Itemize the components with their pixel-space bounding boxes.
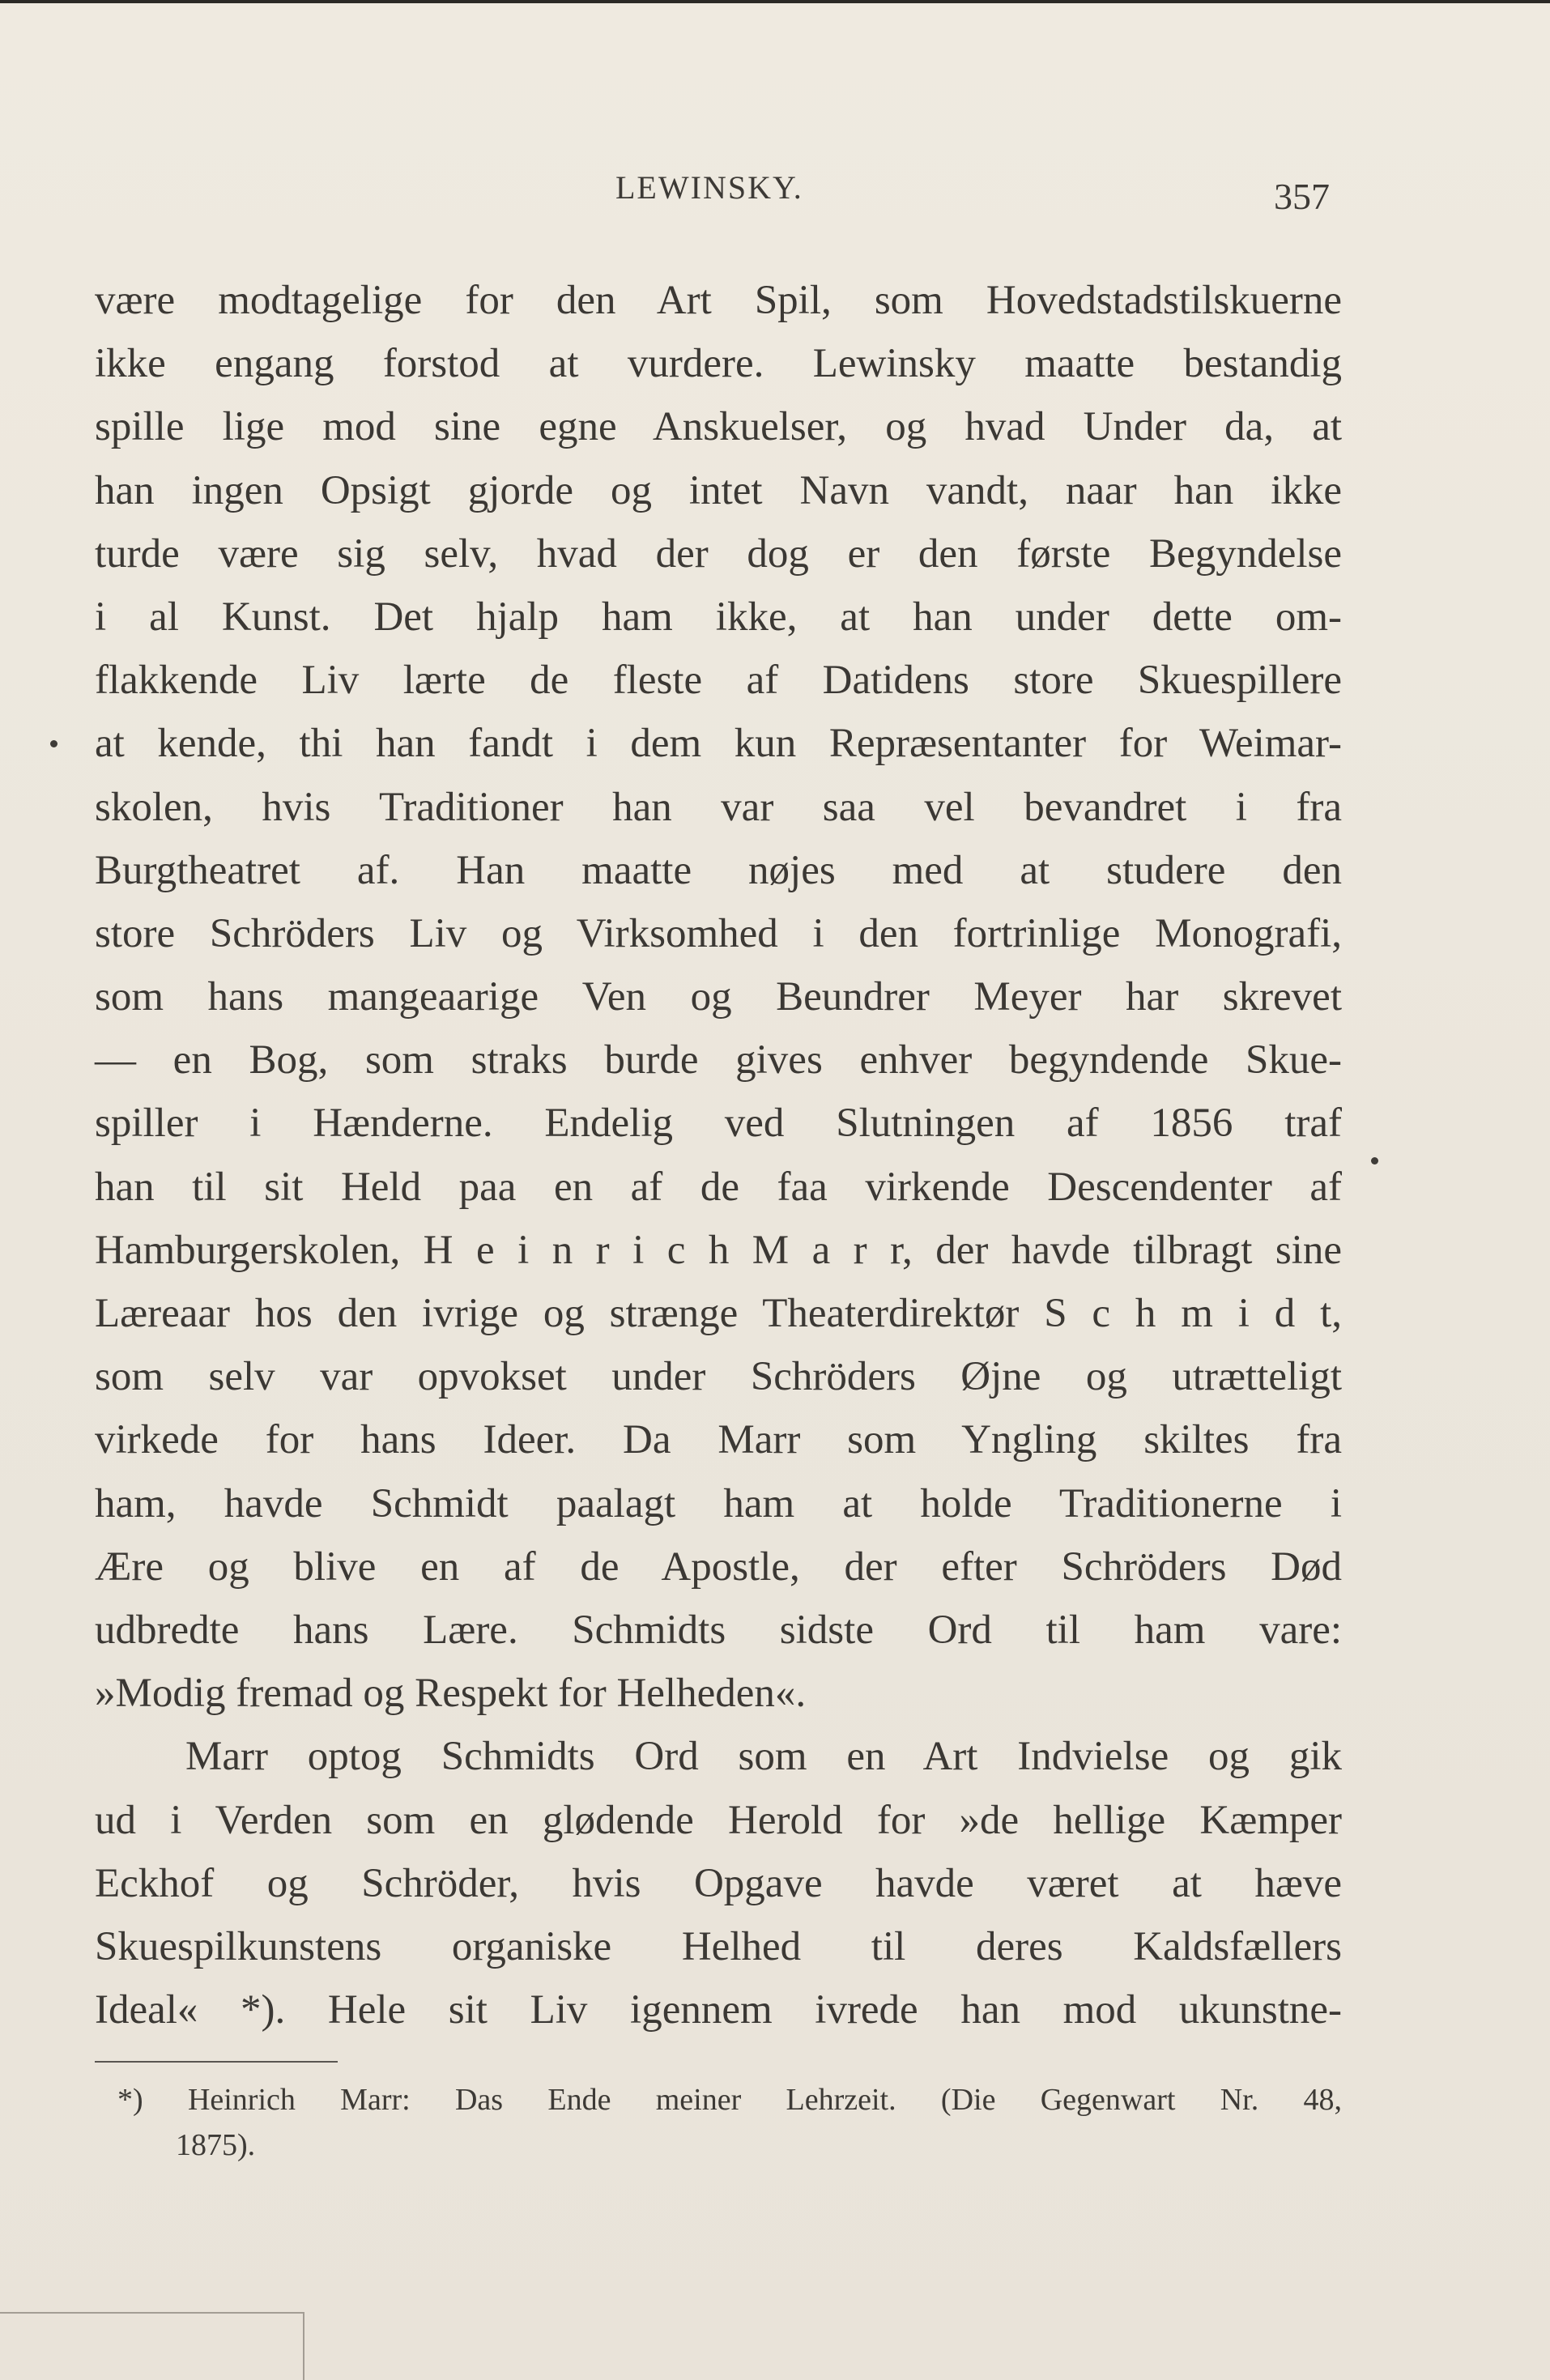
text-line: Burgtheatret af. Han maatte nøjes med at studere den [95,847,1342,893]
scan-top-edge [0,0,1550,3]
text-line: Skuespilkunstens organiske Helhed til deres Kaldsfællers [95,1923,1342,1969]
footnote [95,2077,1342,2168]
text-line: udbredte hans Lære. Schmidts sidste Ord til ham vare: [95,1607,1342,1653]
page-number: 357 [1274,176,1330,217]
text-line: som hans mangeaarige Ven og Beundrer Meyer har skrevet [95,974,1342,1020]
footnote-line: *) Heinrich Marr: Das Ende meiner Lehrzeit. (Die Gegenwart Nr. 48, [117,2083,1342,2117]
text-line: Ideal« *). Hele sit Liv igennem ivrede han mod ukunstne- [95,1987,1342,2033]
page-header [0,168,1550,217]
text-line: ud i Verden som en glødende Herold for »de hellige Kæmper [95,1797,1342,1843]
text-line: Hamburgerskolen, H e i n r i c h M a r r, der havde tilbragt sine [95,1227,1342,1273]
text-line: Marr optog Schmidts Ord som en Art Indvielse og gik [185,1734,1342,1780]
text-line: Eckhof og Schröder, hvis Opgave havde været at hæve [95,1860,1342,1906]
text-line: store Schröders Liv og Virksomhed i den fortrinlige Monografi, [95,910,1342,956]
text-line: i al Kunst. Det hjalp ham ikke, at han under dette om- [95,594,1342,640]
margin-speck [50,740,57,747]
text-line: spiller i Hænderne. Endelig ved Slutningen af 1856 traf [95,1101,1342,1147]
text-line: være modtagelige for den Art Spil, som Hovedstadstilskuerne [95,278,1342,323]
text-line: som selv var opvokset under Schröders Øjne og utrætteligt [95,1354,1342,1400]
scan-edge-mark [0,2312,303,2314]
text-line: Læreaar hos den ivrige og strænge Theaterdirektør S c h m i d t, [95,1291,1342,1336]
text-line: han til sit Held paa en af de faa virkende Descendenter af [95,1164,1342,1210]
text-line: flakkende Liv lærte de fleste af Datidens store Skuespillere [95,658,1342,704]
text-line: han ingen Opsigt gjorde og intet Navn vandt, naar han ikke [95,467,1342,513]
footnote-line: 1875). [176,2128,256,2162]
scan-edge-mark [303,2312,304,2380]
text-line: ham, havde Schmidt paalagt ham at holde Traditionerne i [95,1480,1342,1526]
footnote-rule [95,2061,338,2063]
text-line: skolen, hvis Traditioner han var saa vel bevandret i fra [95,784,1342,830]
text-line: — en Bog, som straks burde gives enhver begyndende Skue- [95,1037,1342,1084]
text-line: ikke engang forstod at vurdere. Lewinsky maatte bestandig [95,341,1342,387]
text-line: turde være sig selv, hvad der dog er den første Begyndelse [95,530,1342,577]
body-text [95,269,1342,2042]
text-line: spille lige mod sine egne Anskuelser, og hvad Under da, at [95,404,1342,450]
text-line: virkede for hans Ideer. Da Marr som Yngling skiltes fra [95,1417,1342,1463]
text-line: Ære og blive en af de Apostle, der efter Schröders Død [95,1543,1342,1590]
margin-speck [1371,1157,1378,1164]
running-head: LEWINSKY. [615,169,803,206]
text-line: at kende, thi han fandt i dem kun Repræsentanter for Weimar- [95,721,1342,767]
text-line: »Modig fremad og Respekt for Helheden«. [95,1671,807,1717]
